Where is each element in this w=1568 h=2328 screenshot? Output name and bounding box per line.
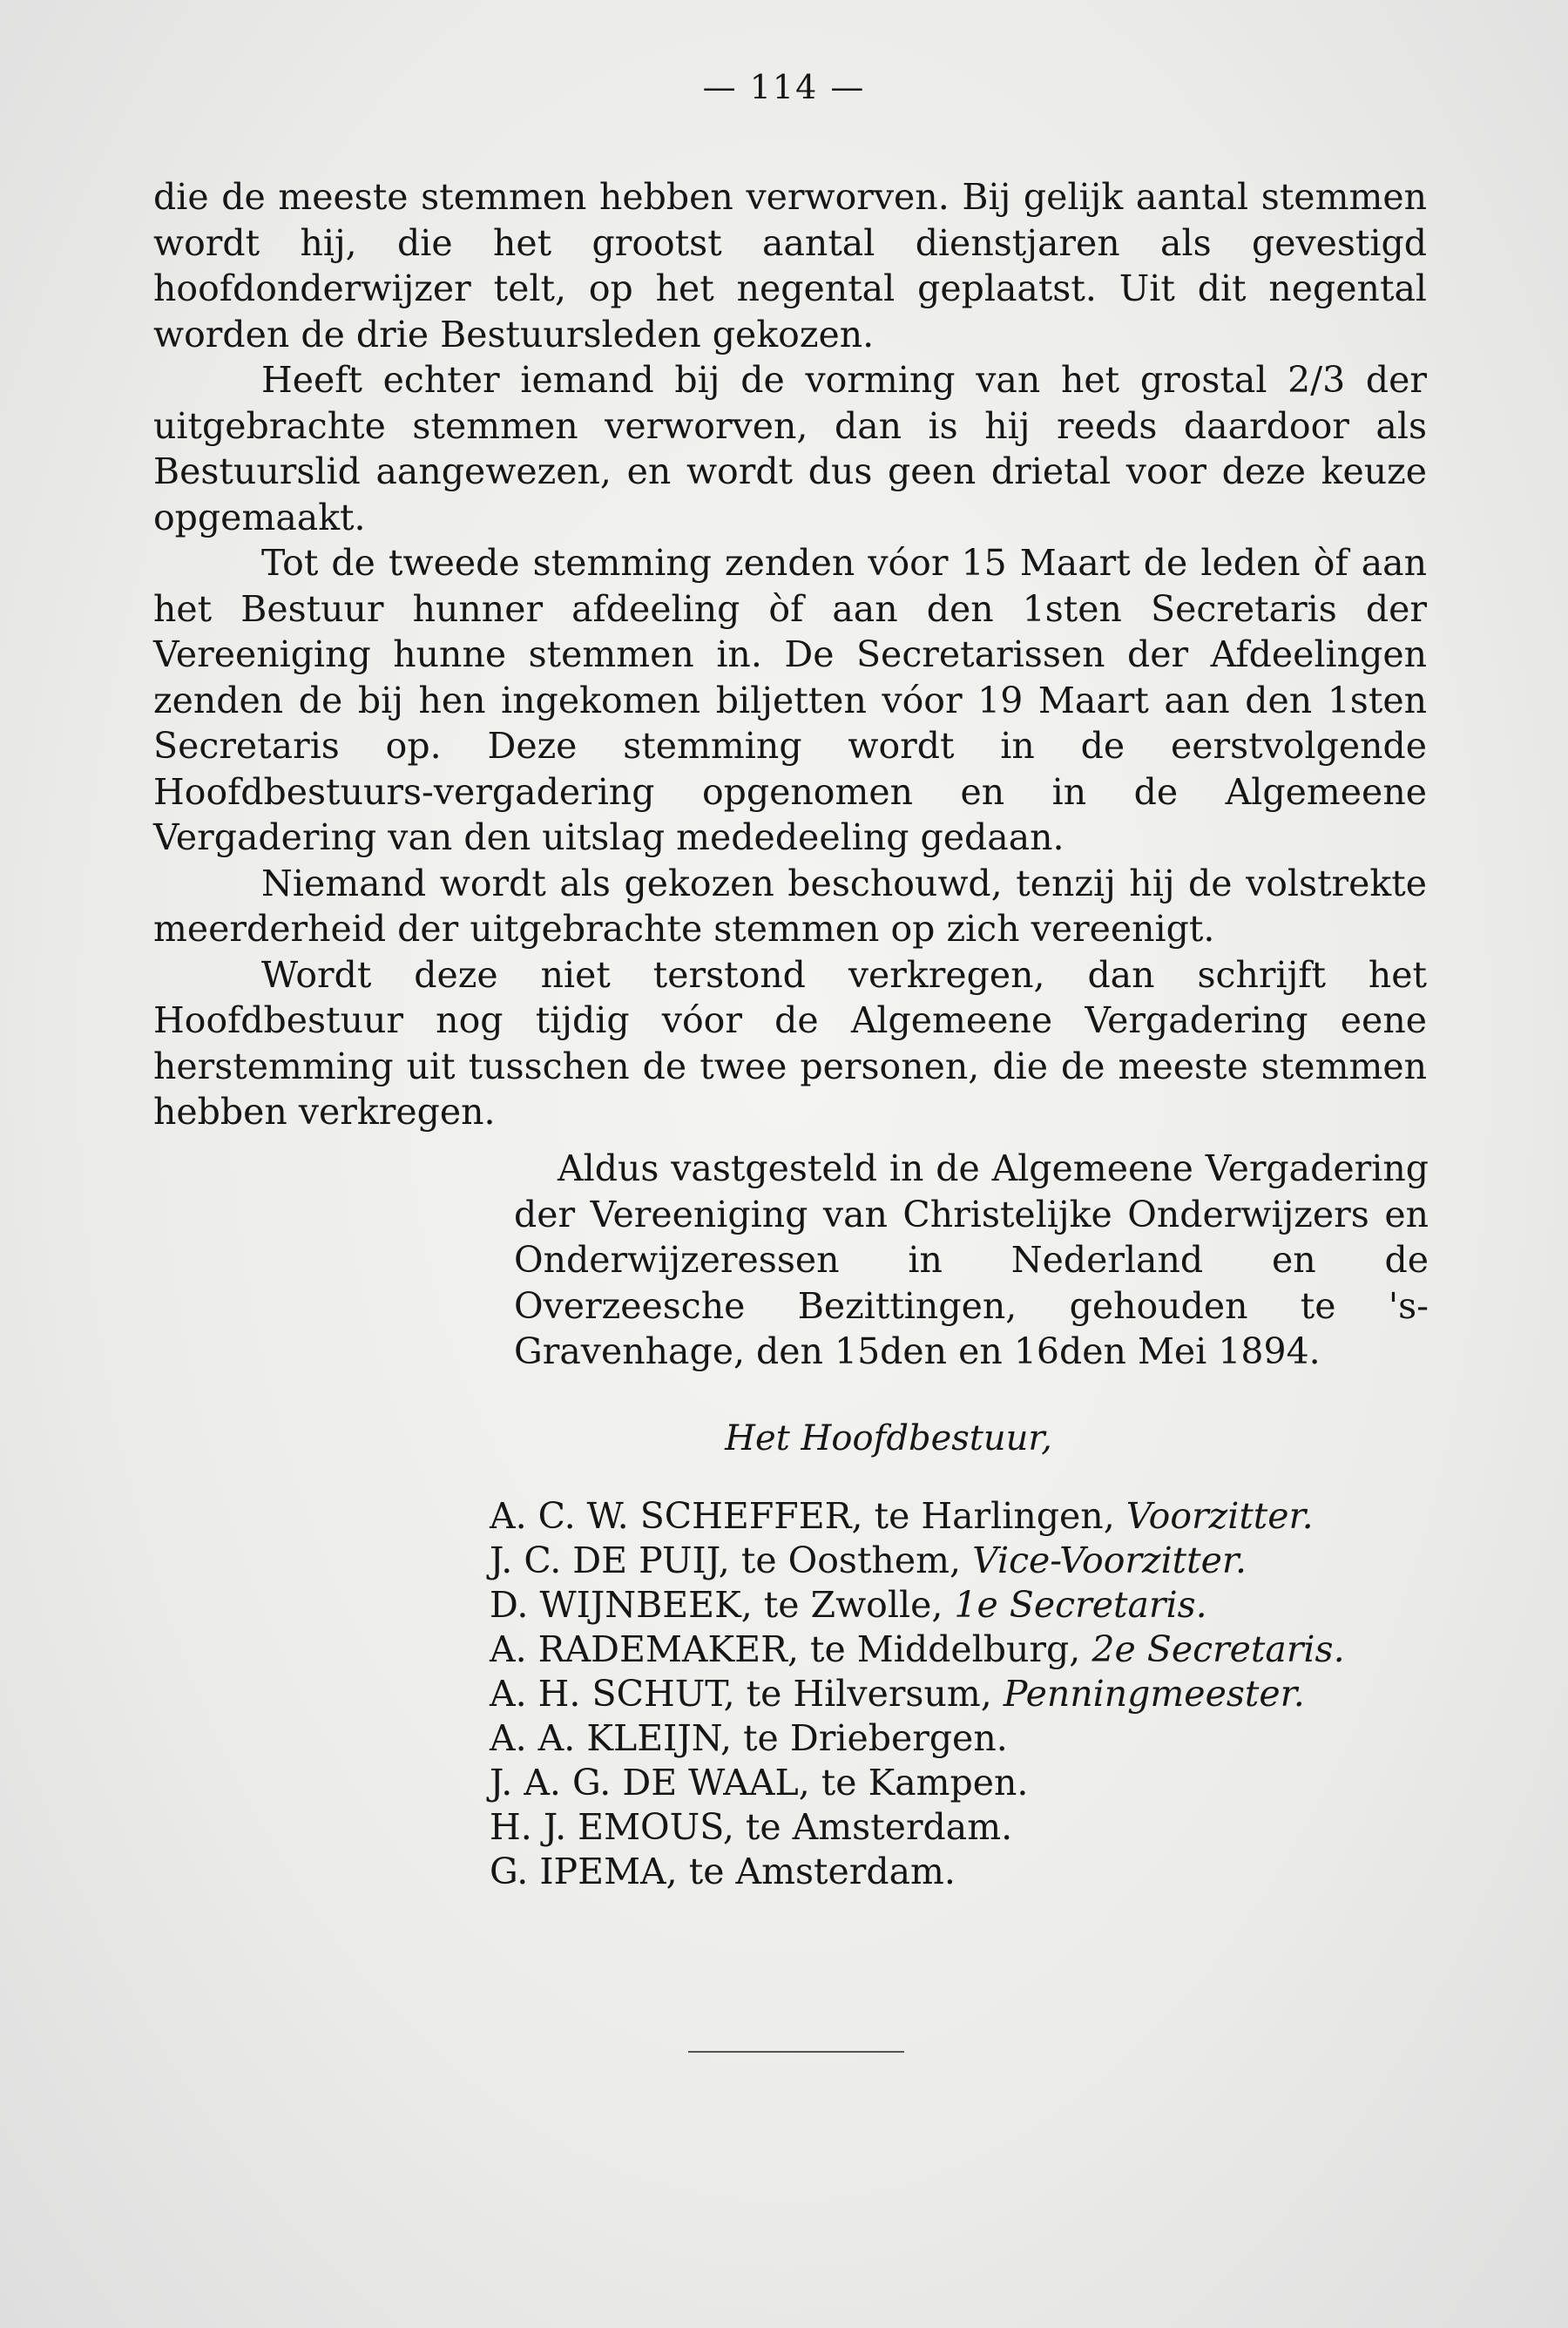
board-member	[490, 1583, 1448, 1628]
member-name: D. WIJNBEEK, te Zwolle,	[490, 1584, 943, 1626]
member-name: J. A. G. DE WAAL, te Kampen.	[490, 1762, 1029, 1804]
board-member	[490, 1672, 1448, 1716]
board-member	[490, 1805, 1448, 1850]
member-name: G. IPEMA, te Amsterdam.	[490, 1851, 956, 1892]
paragraph: die de meeste stemmen hebben verworven. Bij gelijk aantal stemmen wordt hij, die het grootst aantal dienstjaren als gevestigd hoofdonderwijzer telt, op het negental geplaatst. Uit dit negental worden de drie Bestuursleden gekozen.	[153, 176, 1427, 355]
adoption-statement	[514, 1146, 1429, 1375]
board-members-list	[490, 1494, 1448, 1894]
member-name: A. H. SCHUT, te Hilversum,	[490, 1673, 992, 1715]
regulation-text	[153, 174, 1427, 1135]
board-member	[490, 1761, 1448, 1805]
paragraph: Niemand wordt als gekozen beschouwd, tenzij hij de volstrekte meerderheid der uitgebrachte stemmen op zich vereenigt.	[153, 862, 1427, 950]
adoption-text: Aldus vastgesteld in de Algemeene Vergadering der Vereeniging van Christelijke Onderwijzers en Onderwijzeressen in Nederland en de Overzeesche Bezittingen, gehouden te 's-Gravenhage, den 15den en 16den Mei 1894.	[514, 1147, 1429, 1372]
closing-rule	[688, 2051, 904, 2053]
paragraph: Heeft echter iemand bij de vorming van het grostal 2/3 der uitgebrachte stemmen verworven, dan is hij reeds daardoor als Bestuurslid aangewezen, en wordt dus geen drietal voor deze keuze opgemaakt.	[153, 359, 1427, 538]
member-role: 2e Secretaris.	[1092, 1628, 1345, 1670]
page-number: — 114 —	[702, 68, 866, 106]
member-role: 1e Secretaris.	[954, 1584, 1207, 1626]
member-name: A. A. KLEIJN, te Driebergen.	[490, 1717, 1008, 1759]
board-heading: Het Hoofdbestuur,	[725, 1418, 1052, 1458]
member-role: Vice-Voorzitter.	[972, 1540, 1247, 1581]
board-member	[490, 1716, 1448, 1761]
board-member	[490, 1539, 1448, 1583]
paragraph: Wordt deze niet terstond verkregen, dan schrijft het Hoofdbestuur nog tijdig vóor de Algemeene Vergadering eene herstemming uit tusschen de twee personen, die de meeste stemmen hebben verkregen.	[153, 953, 1427, 1133]
member-name: H. J. EMOUS, te Amsterdam.	[490, 1806, 1013, 1848]
member-name: J. C. DE PUIJ, te Oosthem,	[490, 1540, 962, 1581]
member-role: Voorzitter.	[1125, 1495, 1314, 1537]
member-role: Penningmeester.	[1003, 1673, 1305, 1715]
board-member	[490, 1628, 1448, 1672]
member-name: A. RADEMAKER, te Middelburg,	[490, 1628, 1081, 1670]
board-member	[490, 1850, 1448, 1894]
member-name: A. C. W. SCHEFFER, te Harlingen,	[490, 1495, 1115, 1537]
board-member	[490, 1494, 1448, 1539]
paragraph: Tot de tweede stemming zenden vóor 15 Maart de leden òf aan het Bestuur hunner afdeeling òf aan den 1sten Secretaris der Vereeniging hunne stemmen in. De Secretarissen der Afdeelingen zenden de bij hen ingekomen biljetten vóor 19 Maart aan den 1sten Secretaris op. Deze stemming wordt in de eerstvolgende Hoofdbestuurs-vergadering opgenomen en in de Algemeene Vergadering van den uitslag mededeeling gedaan.	[153, 542, 1427, 858]
